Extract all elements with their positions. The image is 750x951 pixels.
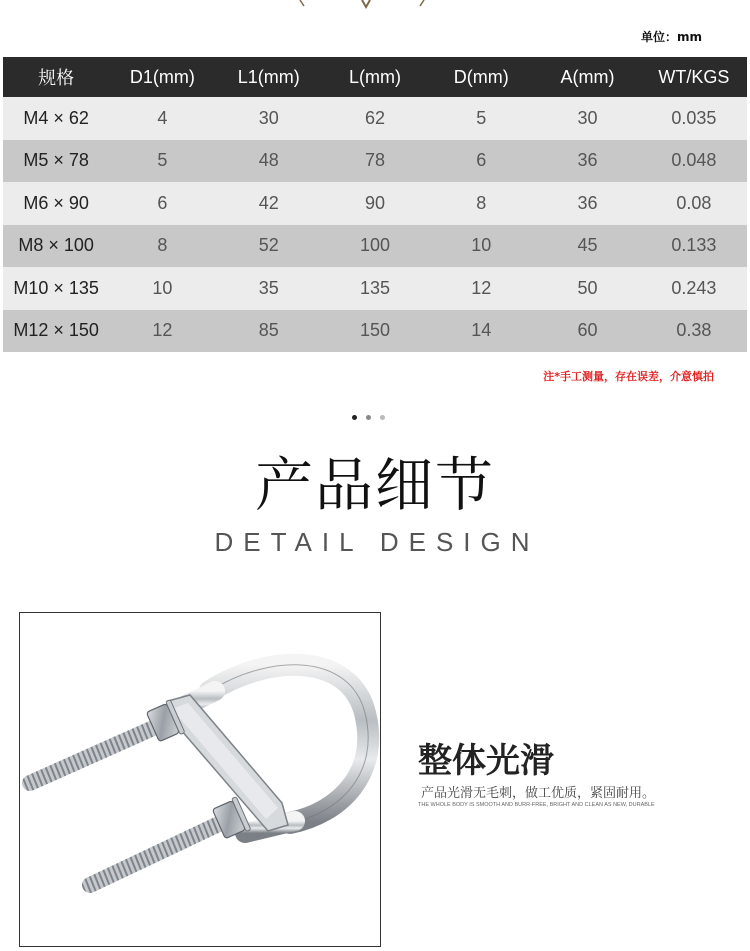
header-d1: D1(mm) — [109, 57, 215, 97]
feature-description: 产品光滑无毛刺，做工优质，紧固耐用。 — [421, 786, 656, 801]
cell-a: 30 — [534, 97, 640, 140]
cell-a: 50 — [534, 267, 640, 310]
feature-description-en: THE WHOLE BODY IS SMOOTH AND BURR-FREE, BRIGHT AND CLEAN AS NEW, DURABLE — [418, 802, 655, 808]
table-row — [3, 310, 747, 353]
section-title: 产品细节 — [254, 451, 495, 519]
cell-weight: 0.243 — [641, 267, 747, 310]
header-l1: L1(mm) — [216, 57, 322, 97]
table-header-row — [3, 57, 747, 97]
cell-a: 36 — [534, 182, 640, 225]
measurement-note: 注*手工测量，存在误差，介意慎拍 — [543, 370, 714, 383]
cell-weight: 0.38 — [641, 310, 747, 353]
carousel-dots — [352, 413, 396, 421]
header-l: L(mm) — [322, 57, 428, 97]
cell-a: 45 — [534, 225, 640, 268]
cell-spec: M12 × 150 — [3, 310, 109, 353]
unit-label: 单位：mm — [640, 30, 702, 44]
header-spec: 规格 — [3, 57, 109, 97]
cell-spec: M4 × 62 — [3, 97, 109, 140]
section-subtitle: DETAIL DESIGN — [214, 527, 540, 557]
cell-spec: M10 × 135 — [3, 267, 109, 310]
spec-table — [3, 57, 747, 352]
header-a: A(mm) — [534, 57, 640, 97]
cell-d: 14 — [428, 310, 534, 353]
feature-heading: 整体光滑 — [418, 741, 554, 781]
cell-l1: 35 — [216, 267, 322, 310]
table-row — [3, 267, 747, 310]
cell-l: 90 — [322, 182, 428, 225]
cell-d1: 4 — [109, 97, 215, 140]
cell-d: 5 — [428, 97, 534, 140]
cell-l1: 85 — [216, 310, 322, 353]
cell-spec: M6 × 90 — [3, 182, 109, 225]
previous-section-fragment — [0, 0, 750, 10]
cell-a: 36 — [534, 140, 640, 183]
cell-a: 60 — [534, 310, 640, 353]
cell-l1: 52 — [216, 225, 322, 268]
cell-l: 135 — [322, 267, 428, 310]
cell-d: 12 — [428, 267, 534, 310]
cell-d1: 8 — [109, 225, 215, 268]
cell-l: 78 — [322, 140, 428, 183]
table-row — [3, 225, 747, 268]
table-row — [3, 182, 747, 225]
cell-l1: 30 — [216, 97, 322, 140]
cell-spec: M5 × 78 — [3, 140, 109, 183]
table-row — [3, 97, 747, 140]
cell-weight: 0.08 — [641, 182, 747, 225]
dot-indicator — [366, 415, 371, 420]
cell-l1: 48 — [216, 140, 322, 183]
cell-weight: 0.035 — [641, 97, 747, 140]
table-row — [3, 140, 747, 183]
header-d: D(mm) — [428, 57, 534, 97]
cell-spec: M8 × 100 — [3, 225, 109, 268]
dot-indicator — [380, 415, 385, 420]
header-weight: WT/KGS — [641, 57, 747, 97]
cell-d1: 10 — [109, 267, 215, 310]
cell-d: 10 — [428, 225, 534, 268]
cell-l: 62 — [322, 97, 428, 140]
dot-indicator-active — [352, 415, 357, 420]
cell-l1: 42 — [216, 182, 322, 225]
u-bolt-illustration — [20, 613, 380, 946]
cell-d1: 5 — [109, 140, 215, 183]
cell-weight: 0.048 — [641, 140, 747, 183]
cell-l: 100 — [322, 225, 428, 268]
cell-d1: 6 — [109, 182, 215, 225]
cell-l: 150 — [322, 310, 428, 353]
cell-d: 8 — [428, 182, 534, 225]
cell-d: 6 — [428, 140, 534, 183]
cell-d1: 12 — [109, 310, 215, 353]
product-photo — [19, 612, 381, 947]
cell-weight: 0.133 — [641, 225, 747, 268]
